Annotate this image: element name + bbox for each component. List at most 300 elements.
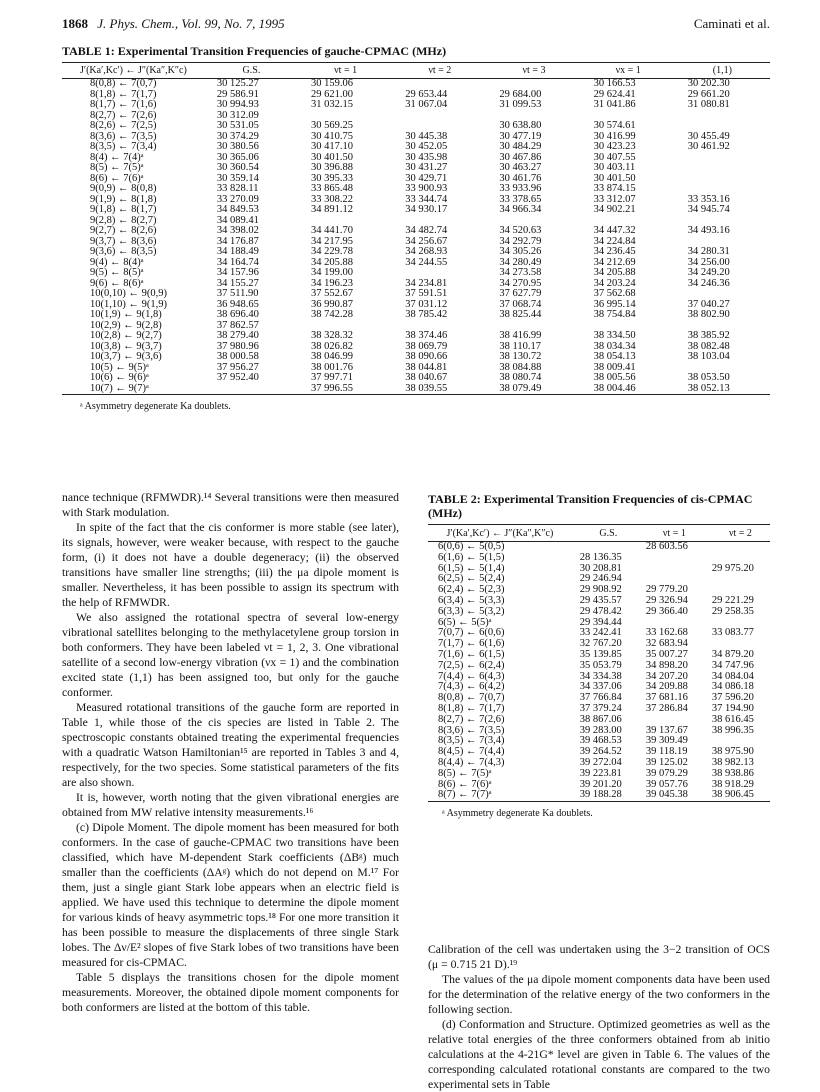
table-2-transition-cell: 6(3,3) ← 5(3,2) — [438, 605, 505, 617]
table-2-frequency-cell: 34 084.04 — [711, 670, 754, 682]
table-2-transition-cell: 8(7) ← 7(7)ᵃ — [438, 789, 492, 801]
table-1-frequency-cell: 30 467.86 — [499, 151, 542, 163]
table-2-frequency-cell: 38 918.29 — [711, 778, 754, 790]
table-1-frequency-cell — [205, 384, 299, 395]
table-1-transition-cell: 9(2,8) ← 8(2,7) — [90, 214, 157, 226]
table-1-row — [62, 100, 770, 111]
paragraph: We also assigned the rotational spectra of several low-energy vibrational satellites belonging to the methylacetylene group torsion in both conformers. They have been labeled νt = 1, 2, 3. One vibrational satellite of a second low-energy vibration (νx = 1) and the combination excited state (1,1) has been assigned too, but only for the gauche conformer. — [62, 611, 399, 699]
table-1-transition-cell: 9(1,8) ← 8(1,7) — [90, 204, 157, 215]
table-1-frequency-cell: 33 900.93 — [405, 183, 448, 194]
table-2-frequency-cell: 37 596.20 — [711, 692, 754, 704]
table-1-frequency-cell: 38 754.84 — [593, 309, 636, 320]
table-1-frequency-cell: 34 398.02 — [216, 225, 259, 236]
table-2-transition-cell: 8(0,8) ← 7(0,7) — [438, 692, 505, 704]
table-1-transition-cell: 9(0,9) ← 8(0,8) — [90, 183, 157, 194]
table-1-row — [62, 184, 770, 195]
table-2-frequency-cell: 39 309.49 — [645, 735, 688, 747]
table-1-transition-cell: 9(5) ← 8(5)ᵃ — [90, 267, 144, 278]
table-2-transition-cell: 8(2,7) ← 7(2,6) — [438, 713, 505, 725]
table-1-frequency-cell: 34 188.49 — [216, 246, 259, 257]
table-1-frequency-cell: 34 155.27 — [216, 277, 259, 289]
table-1-frequency-cell: 30 638.80 — [499, 120, 542, 131]
table-1-col-header: νt = 1 — [299, 63, 393, 79]
table-1-frequency-cell: 34 244.55 — [405, 256, 448, 268]
table-1-frequency-cell: 30 416.99 — [593, 130, 636, 142]
table-1-frequency-cell: 38 004.46 — [593, 382, 636, 394]
table-1-frequency-cell: 37 552.67 — [311, 288, 354, 299]
table-1-frequency-cell: 34 212.69 — [593, 256, 636, 268]
table-2-frequency-cell: 38 975.90 — [711, 746, 754, 758]
table-2-transition-cell: 6(0,6) ← 5(0,5) — [438, 541, 505, 552]
table-1-row — [62, 79, 770, 90]
table-2-frequency-cell: 39 283.00 — [579, 724, 622, 736]
table-1-transition-cell: 9(2,7) ← 8(2,6) — [90, 225, 157, 236]
right-text-column — [428, 942, 770, 1092]
table-1-frequency-cell: 30 569.25 — [311, 120, 354, 131]
table-2-caption: TABLE 2: Experimental Transition Frequencies of cis-CPMAC (MHz) — [428, 492, 753, 520]
table-1-frequency-cell — [676, 163, 770, 174]
table-1-frequency-cell: 30 159.06 — [311, 78, 354, 89]
table-1-frequency-cell: 33 344.74 — [405, 193, 448, 205]
table-1-transition-cell: 8(6) ← 7(6)ᵃ — [90, 172, 144, 184]
table-1-frequency-cell: 30 574.61 — [593, 120, 636, 131]
table-1-frequency-cell: 30 477.19 — [499, 130, 542, 142]
table-1-frequency-cell: 34 157.96 — [216, 267, 259, 278]
table-1-frequency-cell: 38 279.40 — [216, 330, 259, 341]
table-2-frequency-cell: 33 083.77 — [711, 627, 754, 639]
table-1-footnote: ᵃ Asymmetry degenerate Ka doublets. — [80, 401, 231, 412]
table-1-transition-cell: 10(3,8) ← 9(3,7) — [90, 340, 162, 352]
table-1-frequency-cell: 38 090.66 — [405, 351, 448, 362]
table-1-frequency-cell: 38 069.79 — [405, 340, 448, 352]
table-2-frequency-cell: 29 258.35 — [711, 605, 754, 617]
table-2-transition-cell: 7(1,6) ← 6(1,5) — [438, 648, 505, 660]
table-1-frequency-cell: 37 952.40 — [216, 372, 259, 383]
table-1-frequency-cell: 38 385.92 — [687, 330, 730, 341]
table-1-frequency-cell: 37 031.12 — [405, 298, 448, 310]
table-1-row — [62, 111, 770, 122]
table-1-frequency-cell: 34 441.70 — [311, 225, 354, 236]
table-1-frequency-cell: 34 224.84 — [593, 235, 636, 247]
table-1-frequency-cell: 37 980.96 — [216, 340, 259, 352]
table-2-frequency-cell: 29 221.29 — [711, 594, 754, 606]
table-2-frequency-cell: 34 086.18 — [711, 681, 754, 693]
table-2-transition-cell: 7(4,4) ← 6(4,3) — [438, 670, 505, 682]
table-1-frequency-cell: 38 040.67 — [405, 372, 448, 383]
table-1-frequency-cell: 30 452.05 — [405, 141, 448, 152]
table-1-col-header: νx = 1 — [582, 63, 676, 79]
table-1-transition-cell: 8(1,7) ← 7(1,6) — [90, 99, 157, 110]
table-1-frequency-cell: 37 040.27 — [687, 298, 730, 310]
table-1-frequency-cell: 30 435.98 — [405, 151, 448, 163]
table-1-frequency-cell: 37 997.71 — [311, 372, 354, 383]
table-1-frequency-cell: 34 246.36 — [687, 277, 730, 289]
table-1-frequency-cell: 34 273.58 — [499, 267, 542, 278]
table-2-transition-cell: 8(6) ← 7(6)ᵃ — [438, 778, 492, 790]
table-1-transition-cell: 9(1,9) ← 8(1,8) — [90, 193, 157, 205]
table-2-frequency-cell: 39 125.02 — [645, 756, 688, 768]
table-1-frequency-cell: 34 520.63 — [499, 225, 542, 236]
table-2-frequency-cell — [704, 542, 770, 553]
table-2-frequency-cell: 35 007.27 — [645, 648, 688, 660]
table-1-frequency-cell: 38 785.42 — [405, 309, 448, 320]
table-2-frequency-cell: 39 188.28 — [579, 789, 622, 801]
table-2-frequency-cell: 32 683.94 — [645, 638, 688, 650]
table-1-row — [62, 226, 770, 237]
table-2-frequency-cell: 38 982.13 — [711, 756, 754, 768]
table-2-col-header: νt = 1 — [638, 525, 704, 542]
table-2-frequency-cell: 37 766.84 — [579, 692, 622, 704]
table-1-frequency-cell: 38 082.48 — [687, 340, 730, 352]
table-2-frequency-cell: 38 616.45 — [711, 713, 754, 725]
table-2-row — [428, 790, 770, 801]
table-1-frequency-cell: 29 653.44 — [405, 88, 448, 100]
paragraph: Calibration of the cell was undertaken using the 3−2 transition of OCS (μ = 0.715 21 D).¹⁹ — [428, 943, 770, 971]
table-2-frequency-cell: 38 867.06 — [579, 713, 622, 725]
table-1-transition-cell: 9(4) ← 8(4)ᵃ — [90, 256, 144, 268]
table-1-frequency-cell: 38 130.72 — [499, 351, 542, 362]
table-1-frequency-cell — [676, 111, 770, 122]
table-1-transition-cell: 10(3,7) ← 9(3,6) — [90, 351, 162, 362]
table-1-frequency-cell: 33 865.48 — [311, 183, 354, 194]
table-1-row — [62, 142, 770, 153]
table-1-transition-cell: 8(2,7) ← 7(2,6) — [90, 109, 157, 121]
table-1-frequency-cell: 34 089.41 — [216, 214, 259, 226]
table-2-frequency-cell: 39 137.67 — [645, 724, 688, 736]
table-2-frequency-cell: 29 366.40 — [645, 605, 688, 617]
table-1-row — [62, 247, 770, 258]
journal-citation: J. Phys. Chem., Vol. 99, No. 7, 1995 — [97, 16, 285, 31]
table-1-frequency-cell: 30 396.88 — [311, 162, 354, 173]
table-2-frequency-cell: 28 603.56 — [645, 541, 688, 552]
table-1-frequency-cell: 38 079.49 — [499, 382, 542, 394]
table-2-frequency-cell: 37 681.16 — [645, 692, 688, 704]
table-2-transition-cell: 7(2,5) ← 6(2,4) — [438, 659, 505, 671]
table-1-transition-cell: 9(3,7) ← 8(3,6) — [90, 235, 157, 247]
table-1-frequency-cell: 37 862.57 — [216, 319, 259, 331]
table-1-transition-cell: 10(2,9) ← 9(2,8) — [90, 319, 162, 331]
table-2-frequency-cell: 38 996.35 — [711, 724, 754, 736]
table-1-frequency-cell: 36 948.65 — [216, 298, 259, 310]
header-authors: Caminati et al. — [693, 16, 770, 31]
table-1-row — [62, 258, 770, 269]
table-1-frequency-cell: 30 365.06 — [216, 151, 259, 163]
table-1-frequency-cell: 34 176.87 — [216, 235, 259, 247]
table-1-frequency-cell: 31 041.86 — [593, 99, 636, 110]
table-2-frequency-cell: 34 209.88 — [645, 681, 688, 693]
table-1-frequency-cell: 37 068.74 — [499, 298, 542, 310]
table-1-frequency-cell: 37 591.51 — [405, 288, 448, 299]
left-text-column — [62, 490, 399, 1015]
table-2-frequency-cell: 38 906.45 — [711, 789, 754, 801]
table-2-frequency-cell: 39 201.20 — [579, 778, 622, 790]
table-1 — [62, 42, 770, 412]
table-2-transition-cell: 6(1,6) ← 5(1,5) — [438, 551, 505, 563]
table-2-transition-cell: 6(1,5) ← 5(1,4) — [438, 562, 505, 574]
table-2-transition-cell: 8(4,5) ← 7(4,4) — [438, 746, 505, 758]
table-1-frequency-cell: 34 280.31 — [687, 246, 730, 257]
paragraph: In spite of the fact that the cis conformer is more stable (see later), its signals, however, were weaker because, with respect to the gauche form, (i) it does not have a double degeneracy; (ii) the observed transitions have smaller line strengths; (iii) the μa dipole moment is smaller. Nevertheless, it has been possible to assign its spectrum with the help of RFMWDR. — [62, 521, 399, 609]
page-number: 1868 — [62, 16, 88, 31]
table-1-frequency-cell — [676, 184, 770, 195]
table-1-frequency-cell: 34 447.32 — [593, 225, 636, 236]
table-1-row — [62, 205, 770, 216]
table-1-row — [62, 163, 770, 174]
table-2-row — [428, 769, 770, 780]
table-1-frequency-cell: 34 196.23 — [311, 277, 354, 289]
table-1-frequency-cell: 38 053.50 — [687, 372, 730, 383]
table-1-transition-cell: 8(5) ← 7(5)ᵃ — [90, 162, 144, 173]
table-1-col-header: νt = 2 — [393, 63, 487, 79]
table-1-frequency-cell: 36 995.14 — [593, 298, 636, 310]
table-1-frequency-cell: 34 268.93 — [405, 246, 448, 257]
table-1-frequency-cell: 30 166.53 — [593, 78, 636, 89]
table-1-frequency-cell: 38 054.13 — [593, 351, 636, 362]
table-1-frequency-cell: 38 039.55 — [405, 382, 448, 394]
table-1-frequency-cell: 33 933.96 — [499, 183, 542, 194]
paragraph: The values of the μa dipole moment components data have been used for the determination of the relative energy of the two conformers in the following section. — [428, 973, 770, 1016]
table-1-row — [62, 373, 770, 384]
table-2-transition-cell: 6(2,4) ← 5(2,3) — [438, 584, 505, 596]
table-2-transition-cell: 7(1,7) ← 6(1,6) — [438, 638, 505, 650]
table-1-frequency-cell: 29 624.41 — [593, 88, 636, 100]
table-1-caption: TABLE 1: Experimental Transition Frequencies of gauche-CPMAC (MHz) — [62, 44, 447, 58]
table-1-frequency-cell: 38 110.17 — [499, 340, 542, 352]
table-1-row — [62, 121, 770, 132]
table-2-row — [428, 553, 770, 564]
table-1-frequency-cell: 38 416.99 — [499, 330, 542, 341]
table-2-row — [428, 607, 770, 618]
table-2-transition-cell: 8(4,4) ← 7(4,3) — [438, 756, 505, 768]
table-2-frequency-cell: 29 435.57 — [579, 594, 622, 606]
table-1-transition-cell: 10(1,9) ← 9(1,8) — [90, 309, 162, 320]
table-1-transition-cell: 9(6) ← 8(6)ᵃ — [90, 277, 144, 289]
table-1-frequency-cell: 33 312.07 — [593, 193, 636, 205]
table-1-frequency-cell: 33 378.65 — [499, 193, 542, 205]
table-2-row — [428, 715, 770, 726]
table-1-frequency-cell: 38 742.28 — [311, 309, 354, 320]
table-1-frequency-cell: 30 417.10 — [311, 141, 354, 152]
table-1-frequency-cell: 30 463.27 — [499, 162, 542, 173]
table-1-frequency-cell: 31 067.04 — [405, 99, 448, 110]
table-2-frequency-cell: 39 079.29 — [645, 767, 688, 779]
table-2-grid — [428, 524, 770, 802]
table-2-frequency-cell — [704, 553, 770, 564]
table-2-frequency-cell: 34 337.06 — [579, 681, 622, 693]
table-1-frequency-cell: 30 401.50 — [593, 172, 636, 184]
table-1-transition-cell: 8(2,6) ← 7(2,5) — [90, 120, 157, 131]
table-2 — [428, 492, 770, 819]
table-1-transition-cell: 8(0,8) ← 7(0,7) — [90, 78, 157, 89]
table-1-frequency-cell: 29 586.91 — [216, 88, 259, 100]
table-1-transition-cell: 9(3,6) ← 8(3,5) — [90, 246, 157, 257]
table-2-frequency-cell: 39 223.81 — [579, 767, 622, 779]
table-2-frequency-cell: 34 747.96 — [711, 659, 754, 671]
table-1-frequency-cell — [676, 174, 770, 185]
table-1-frequency-cell: 38 802.90 — [687, 309, 730, 320]
table-1-frequency-cell: 29 684.00 — [499, 88, 542, 100]
table-2-transition-cell: 6(3,4) ← 5(3,3) — [438, 594, 505, 606]
table-2-frequency-cell: 33 162.68 — [645, 627, 688, 639]
table-1-frequency-cell: 34 236.45 — [593, 246, 636, 257]
table-2-frequency-cell: 37 286.84 — [645, 702, 688, 714]
table-1-frequency-cell: 31 099.53 — [499, 99, 542, 110]
table-2-frequency-cell — [638, 553, 704, 564]
paragraph: (d) Conformation and Structure. Optimized geometries as well as the relative total energies of the three conformers obtained from ab initio calculations at the 4-21G* level are given in Table 6. The values of the corresponding calculated rotational constants are compared to the two experimental sets in Table — [428, 1018, 770, 1091]
table-2-frequency-cell: 29 908.92 — [579, 584, 622, 596]
table-1-frequency-cell: 30 445.38 — [405, 130, 448, 142]
table-2-transition-cell: 8(1,8) ← 7(1,7) — [438, 702, 505, 714]
table-1-frequency-cell — [393, 111, 487, 122]
table-1-frequency-cell: 34 292.79 — [499, 235, 542, 247]
table-1-frequency-cell: 38 334.50 — [593, 330, 636, 341]
table-2-frequency-cell: 29 326.94 — [645, 594, 688, 606]
table-1-frequency-cell: 34 849.53 — [216, 204, 259, 215]
table-1-frequency-cell: 30 312.09 — [216, 109, 259, 121]
table-2-frequency-cell: 30 208.81 — [579, 562, 622, 574]
table-1-frequency-cell: 38 000.58 — [216, 351, 259, 362]
table-1-frequency-cell: 34 482.74 — [405, 225, 448, 236]
table-1-frequency-cell: 30 359.14 — [216, 172, 259, 184]
table-1-frequency-cell: 30 395.33 — [311, 172, 354, 184]
table-2-frequency-cell: 39 045.38 — [645, 789, 688, 801]
table-1-col-header: J′(Ka′,Kc′) ← J″(Ka″,K″c) — [62, 63, 205, 79]
table-2-frequency-cell: 39 468.53 — [579, 735, 622, 747]
table-2-frequency-cell: 39 057.76 — [645, 778, 688, 790]
table-1-transition-cell: 8(3,6) ← 7(3,5) — [90, 130, 157, 142]
table-2-frequency-cell: 35 053.79 — [579, 659, 622, 671]
table-1-frequency-cell: 30 380.56 — [216, 141, 259, 152]
table-1-frequency-cell: 38 046.99 — [311, 351, 354, 362]
table-1-frequency-cell: 33 828.11 — [216, 183, 259, 194]
table-1-frequency-cell: 30 431.27 — [405, 162, 448, 173]
table-1-frequency-cell: 38 026.82 — [311, 340, 354, 352]
table-1-frequency-cell: 34 256.00 — [687, 256, 730, 268]
table-1-frequency-cell: 34 249.20 — [687, 267, 730, 278]
table-1-frequency-cell: 30 401.50 — [311, 151, 354, 163]
table-1-frequency-cell: 38 084.88 — [499, 361, 542, 373]
table-1-frequency-cell: 38 005.56 — [593, 372, 636, 383]
table-1-frequency-cell: 30 429.71 — [405, 172, 448, 184]
table-1-frequency-cell: 30 461.92 — [687, 141, 730, 152]
table-2-transition-cell: 8(3,6) ← 7(3,5) — [438, 724, 505, 736]
table-2-frequency-cell: 29 975.20 — [711, 562, 754, 574]
table-1-frequency-cell: 33 308.22 — [311, 193, 354, 205]
table-2-frequency-cell: 32 767.20 — [579, 638, 622, 650]
table-1-row — [62, 268, 770, 279]
table-1-frequency-cell: 30 410.75 — [311, 130, 354, 142]
table-1-row — [62, 289, 770, 300]
paragraph: (c) Dipole Moment. The dipole moment has been measured for both conformers. In the case of gauche-CPMAC two transitions have been classified, which have M-dependent Stark coefficients (ΔBᵍ) much smaller than the coefficients (ΔAᵍ) which do not depend on M.¹⁷ For them, just a single giant Stark lobe appears when an electric field is applied. We have used this technique to determine the dipole moment for various kinds of heavy asymmetric tops.¹⁸ For one more transition it has been possible to measure the displacements of three single Stark lobes. The Δν/E² slopes of five Stark lobes of two transitions have been measured for cis-CPMAC. — [62, 821, 399, 969]
table-2-footnote: ᵃ Asymmetry degenerate Ka doublets. — [442, 808, 593, 820]
table-1-frequency-cell — [393, 268, 487, 279]
table-2-col-header: J′(Ka′,Kc′) ← J″(Ka″,K″c) — [428, 525, 572, 542]
table-1-frequency-cell: 38 103.04 — [687, 351, 730, 362]
table-2-frequency-cell: 39 118.19 — [645, 746, 688, 758]
table-1-col-header: νt = 3 — [487, 63, 581, 79]
table-2-transition-cell: 7(0,7) ← 6(0,6) — [438, 627, 505, 639]
table-2-frequency-cell — [638, 564, 704, 575]
table-1-col-header: G.S. — [205, 63, 299, 79]
table-1-frequency-cell: 34 270.95 — [499, 277, 542, 289]
table-2-frequency-cell: 33 242.41 — [579, 627, 622, 639]
table-1-frequency-cell: 30 407.55 — [593, 151, 636, 163]
paragraph: Measured rotational transitions of the gauche form are reported in Table 1, while those of the cis species are listed in Table 2. The spectroscopic constants obtained treating the experimental frequencies with a quadratic Watson Hamiltonian¹⁵ are reported in Tables 3 and 4, respectively, for the two species. Some statistical parameters of the fits are also shown. — [62, 701, 399, 789]
table-2-transition-cell: 7(4,3) ← 6(4,2) — [438, 681, 505, 693]
table-1-frequency-cell: 34 229.78 — [311, 246, 354, 257]
table-1-frequency-cell: 30 403.11 — [593, 162, 636, 173]
table-1-frequency-cell: 34 234.81 — [405, 277, 448, 289]
table-2-frequency-cell: 37 194.90 — [711, 702, 754, 714]
table-1-frequency-cell: 38 009.41 — [593, 361, 636, 373]
table-2-frequency-cell: 34 207.20 — [645, 670, 688, 682]
table-1-frequency-cell — [676, 121, 770, 132]
table-1-frequency-cell: 34 493.16 — [687, 225, 730, 236]
table-1-frequency-cell: 34 902.21 — [593, 204, 636, 215]
table-1-transition-cell: 10(2,8) ← 9(2,7) — [90, 330, 162, 341]
table-1-frequency-cell: 38 328.32 — [311, 330, 354, 341]
table-2-frequency-cell: 29 478.42 — [579, 605, 622, 617]
table-1-frequency-cell — [487, 79, 581, 90]
table-1-frequency-cell: 30 423.23 — [593, 141, 636, 152]
table-1-frequency-cell — [393, 79, 487, 90]
table-1-transition-cell: 8(4) ← 7(4)ᵃ — [90, 151, 144, 163]
table-1-transition-cell: 10(1,10) ← 9(1,9) — [90, 298, 167, 310]
table-2-col-header: νt = 2 — [704, 525, 770, 542]
table-1-row — [62, 384, 770, 395]
table-1-frequency-cell: 37 996.55 — [311, 382, 354, 394]
table-1-frequency-cell — [676, 289, 770, 300]
table-1-grid — [62, 62, 770, 395]
paragraph: nance technique (RFMWDR).¹⁴ Several transitions were then measured with Stark modulation. — [62, 491, 399, 519]
table-1-frequency-cell: 33 874.15 — [593, 183, 636, 194]
table-1-frequency-cell: 29 661.20 — [687, 88, 730, 100]
table-2-frequency-cell: 29 246.94 — [579, 573, 622, 585]
table-1-transition-cell: 8(1,8) ← 7(1,7) — [90, 88, 157, 100]
table-1-frequency-cell: 31 080.81 — [687, 99, 730, 110]
table-1-frequency-cell: 38 034.34 — [593, 340, 636, 352]
table-2-frequency-cell: 35 139.85 — [579, 648, 622, 660]
paragraph: It is, however, worth noting that the given vibrational energies are obtained from MW relative intensity measurements.¹⁶ — [62, 791, 399, 819]
table-1-frequency-cell — [676, 153, 770, 164]
table-2-frequency-cell: 38 938.86 — [711, 767, 754, 779]
table-1-frequency-cell: 38 825.44 — [499, 309, 542, 320]
table-1-frequency-cell: 34 205.88 — [311, 256, 354, 268]
table-1-frequency-cell: 34 930.17 — [405, 204, 448, 215]
table-1-frequency-cell: 38 052.13 — [687, 382, 730, 394]
table-1-frequency-cell: 34 205.88 — [593, 267, 636, 278]
table-1-transition-cell: 10(5) ← 9(5)ᵃ — [90, 361, 149, 373]
table-1-frequency-cell: 30 484.29 — [499, 141, 542, 152]
table-1-transition-cell: 10(7) ← 9(7)ᵃ — [90, 382, 149, 394]
table-1-col-header: (1,1) — [676, 63, 770, 79]
table-1-frequency-cell: 37 627.79 — [499, 288, 542, 299]
table-2-transition-cell: 8(3,5) ← 7(3,4) — [438, 735, 505, 747]
table-1-frequency-cell: 30 125.27 — [216, 78, 259, 89]
table-1-frequency-cell: 38 696.40 — [216, 309, 259, 320]
table-1-frequency-cell: 38 044.81 — [405, 361, 448, 373]
table-2-row — [428, 661, 770, 672]
table-1-transition-cell: 8(3,5) ← 7(3,4) — [90, 141, 157, 152]
table-1-frequency-cell: 34 199.00 — [311, 267, 354, 278]
table-2-frequency-cell — [638, 715, 704, 726]
table-1-frequency-cell: 36 990.87 — [311, 298, 354, 310]
table-1-row — [62, 310, 770, 321]
table-1-frequency-cell: 30 374.29 — [216, 130, 259, 142]
table-1-frequency-cell: 34 945.74 — [687, 204, 730, 215]
table-1-frequency-cell: 34 305.26 — [499, 246, 542, 257]
table-2-frequency-cell: 28 136.35 — [579, 551, 622, 563]
